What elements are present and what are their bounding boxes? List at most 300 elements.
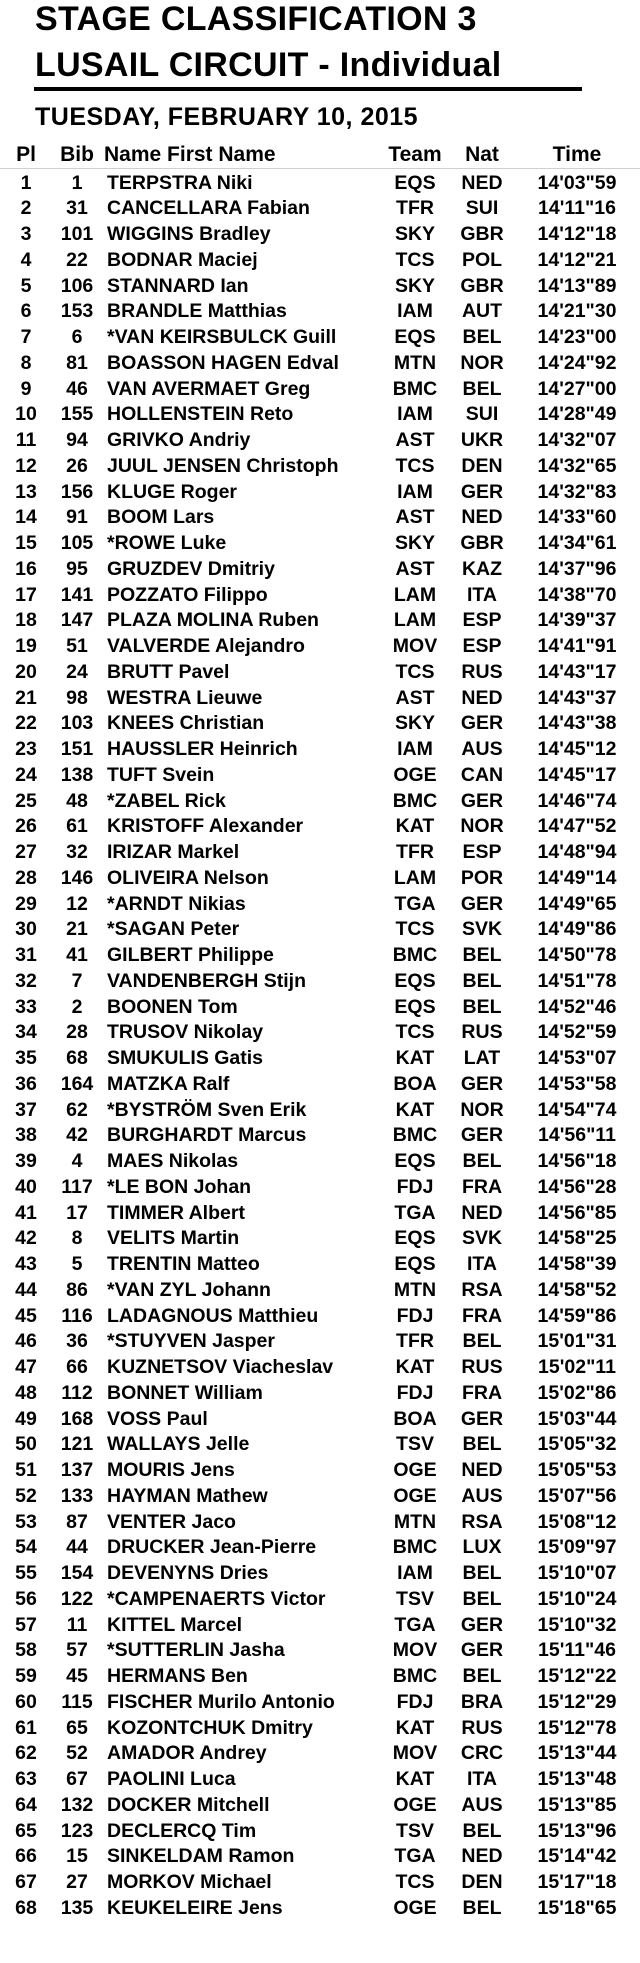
cell-team: TCS [383,248,447,274]
cell-nat: GER [460,1124,504,1147]
cell-team: EQS [383,969,447,995]
cell-nat: GER [460,892,504,915]
table-row [0,1046,640,1072]
cell-pl: 4 [20,248,32,271]
cell-team: MTN [383,1278,447,1304]
cell-bib: 52 [66,1742,88,1765]
cell-bib: 28 [66,1021,88,1044]
cell-time: 15'13"96 [537,1819,617,1842]
table-header [0,142,640,168]
table-row [0,1870,640,1896]
cell-team: KAT [383,1767,447,1793]
table-row [0,1201,640,1227]
cell-bib: 45 [66,1665,88,1687]
cell-pl: 19 [15,635,37,657]
cell-name: PLAZA MOLINA Ruben [107,608,412,634]
cell-time: 15'14"42 [537,1845,617,1868]
cell-team: OGE [383,763,447,789]
cell-pl: 60 [15,1690,37,1713]
cell-nat: POL [461,248,503,271]
table-row [0,1175,640,1201]
cell-pl: 31 [15,944,37,966]
cell-name: *ROWE Luke [107,531,412,557]
cell-team: IAM [383,299,447,325]
cell-name: MAES Nikolas [107,1149,412,1175]
cell-name: KEUKELEIRE Jens [107,1896,412,1922]
cell-name: MOURIS Jens [107,1458,412,1484]
cell-name: BURGHARDT Marcus [107,1123,412,1149]
cell-time: 14'12"18 [537,223,617,245]
cell-name: VENTER Jaco [107,1510,412,1536]
table-row [0,892,640,918]
table-row [0,1407,640,1433]
cell-time: 14'54"74 [537,1098,617,1121]
cell-bib: 44 [66,1536,88,1559]
table-row [0,1458,640,1484]
cell-bib: 51 [66,635,88,657]
cell-time: 15'10"32 [537,1613,617,1636]
column-header-name: Name First Name [104,143,276,166]
cell-nat: BEL [462,1587,502,1610]
cell-nat: NOR [460,815,504,838]
cell-bib: 154 [60,1562,94,1584]
cell-team: KAT [383,1355,447,1381]
cell-bib: 41 [66,944,88,966]
cell-name: VELITS Martin [107,1226,412,1252]
table-row [0,1561,640,1587]
page-title: STAGE CLASSIFICATION 3 [35,0,477,38]
table-row [0,299,640,325]
cell-bib: 6 [71,326,83,348]
cell-nat: BEL [462,944,502,966]
cell-bib: 22 [66,248,88,271]
cell-team: BMC [383,789,447,815]
cell-time: 14'56"18 [537,1150,617,1172]
cell-team: BMC [383,377,447,403]
cell-pl: 29 [15,892,37,915]
cell-nat: NED [461,1459,503,1481]
cell-time: 14'51"78 [537,969,617,992]
cell-name: *ARNDT Nikias [107,892,412,918]
cell-time: 14'21"30 [537,300,617,323]
cell-team: AST [383,557,447,583]
cell-team: LAM [383,608,447,634]
table-row [0,480,640,506]
cell-bib: 91 [66,506,88,529]
cell-pl: 3 [20,223,32,245]
table-row [0,1123,640,1149]
table-row [0,1819,640,1845]
cell-pl: 40 [15,1175,37,1198]
cell-team: EQS [383,171,447,197]
cell-bib: 151 [60,738,94,760]
cell-team: EQS [383,1226,447,1252]
cell-pl: 54 [15,1536,37,1559]
cell-bib: 123 [60,1819,94,1842]
cell-team: OGE [383,1793,447,1819]
cell-name: SINKELDAM Ramon [107,1844,412,1870]
cell-name: WIGGINS Bradley [107,222,412,248]
cell-pl: 11 [15,429,37,451]
table-row [0,1638,640,1664]
cell-pl: 26 [15,815,37,838]
cell-bib: 105 [60,532,94,554]
cell-time: 14'32"07 [537,429,617,451]
cell-pl: 12 [15,454,37,477]
cell-nat: SUI [465,197,499,220]
cell-bib: 67 [66,1768,88,1790]
cell-bib: 15 [66,1845,88,1868]
cell-nat: POR [460,866,504,889]
cell-team: MOV [383,1741,447,1767]
cell-time: 14'43"37 [537,686,617,709]
cell-nat: ESP [462,609,502,632]
cell-team: TFR [383,1329,447,1355]
cell-bib: 21 [66,918,88,941]
cell-team: IAM [383,402,447,428]
cell-nat: NED [461,1845,503,1868]
cell-bib: 11 [66,1613,88,1636]
cell-bib: 31 [66,197,88,220]
cell-team: SKY [383,274,447,300]
table-row [0,917,640,943]
cell-bib: 155 [60,403,94,426]
cell-name: MORKOV Michael [107,1870,412,1896]
cell-name: WESTRA Lieuwe [107,686,412,712]
cell-nat: GER [460,1072,504,1095]
cell-time: 14'58"25 [537,1227,617,1250]
cell-time: 14'52"59 [537,1021,617,1044]
cell-team: EQS [383,995,447,1021]
table-row [0,402,640,428]
cell-team: BMC [383,1535,447,1561]
cell-time: 15'10"24 [537,1587,617,1610]
cell-bib: 27 [66,1871,88,1893]
cell-team: AST [383,686,447,712]
cell-bib: 26 [66,454,88,477]
cell-bib: 94 [66,429,88,451]
cell-time: 15'12"78 [537,1716,617,1739]
cell-nat: AUS [461,1793,503,1816]
cell-nat: ITA [467,1768,497,1790]
cell-time: 14'49"65 [537,892,617,915]
cell-name: BONNET William [107,1381,412,1407]
cell-name: HERMANS Ben [107,1664,412,1690]
cell-time: 15'13"48 [537,1768,617,1790]
table-row [0,248,640,274]
cell-pl: 27 [15,841,37,863]
cell-bib: 12 [66,892,88,915]
cell-pl: 48 [15,1381,37,1404]
cell-pl: 9 [20,377,32,400]
cell-nat: BRA [460,1690,504,1713]
cell-team: LAM [383,866,447,892]
cell-pl: 65 [15,1819,37,1842]
cell-name: *LE BON Johan [107,1175,412,1201]
cell-pl: 22 [15,712,37,735]
cell-team: BMC [383,943,447,969]
cell-team: KAT [383,1098,447,1124]
cell-nat: LUX [462,1536,502,1559]
cell-pl: 56 [15,1587,37,1610]
cell-name: GRIVKO Andriy [107,428,412,454]
cell-time: 14'43"17 [537,660,617,683]
cell-time: 14'43"38 [537,712,617,735]
cell-pl: 45 [15,1304,37,1327]
cell-team: MTN [383,351,447,377]
cell-pl: 34 [15,1021,37,1044]
cell-pl: 67 [15,1871,37,1893]
cell-pl: 55 [15,1562,37,1584]
table-row [0,737,640,763]
cell-nat: AUS [461,1484,503,1507]
cell-name: DRUCKER Jean-Pierre [107,1535,412,1561]
cell-bib: 81 [66,351,88,374]
cell-name: *VAN ZYL Johann [107,1278,412,1304]
table-row [0,1741,640,1767]
cell-pl: 20 [15,660,37,683]
table-row [0,171,640,197]
cell-nat: BEL [462,377,502,400]
cell-nat: BEL [462,995,502,1018]
cell-time: 14'45"12 [537,738,617,760]
cell-pl: 58 [15,1639,37,1662]
cell-team: TGA [383,1201,447,1227]
cell-pl: 7 [20,326,32,348]
cell-time: 15'09"97 [537,1536,617,1559]
cell-team: FDJ [383,1304,447,1330]
cell-name: GRUZDEV Dmitriy [107,557,412,583]
cell-name: *STUYVEN Jasper [107,1329,412,1355]
table-row [0,351,640,377]
table-row [0,531,640,557]
table-row [0,557,640,583]
cell-bib: 121 [60,1433,94,1456]
cell-nat: GBR [460,532,504,554]
table-row [0,1355,640,1381]
cell-team: TSV [383,1819,447,1845]
cell-name: KOZONTCHUK Dmitry [107,1716,412,1742]
cell-team: TSV [383,1432,447,1458]
cell-time: 14'38"70 [537,583,617,606]
cell-nat: ESP [462,635,502,657]
cell-name: TERPSTRA Niki [107,171,412,197]
table-row [0,1896,640,1922]
cell-pl: 59 [15,1665,37,1687]
cell-bib: 101 [60,223,94,245]
cell-pl: 64 [15,1793,37,1816]
cell-name: VANDENBERGH Stijn [107,969,412,995]
cell-name: HOLLENSTEIN Reto [107,402,412,428]
table-row [0,583,640,609]
cell-nat: NOR [460,1098,504,1121]
cell-pl: 15 [15,532,37,554]
table-row [0,789,640,815]
cell-nat: BEL [462,1665,502,1687]
cell-team: AST [383,428,447,454]
cell-time: 15'01"31 [537,1330,617,1353]
cell-time: 15'02"11 [538,1356,616,1378]
table-row [0,1381,640,1407]
cell-name: *CAMPENAERTS Victor [107,1587,412,1613]
cell-bib: 17 [66,1201,88,1224]
table-row [0,608,640,634]
cell-time: 15'13"85 [537,1793,617,1816]
table-row [0,1252,640,1278]
cell-bib: 95 [66,557,88,580]
cell-name: VOSS Paul [107,1407,412,1433]
cell-time: 15'08"12 [537,1510,617,1533]
cell-nat: ESP [462,841,502,863]
cell-bib: 168 [60,1407,94,1430]
cell-team: TCS [383,660,447,686]
cell-name: POZZATO Filippo [107,583,412,609]
cell-name: BODNAR Maciej [107,248,412,274]
cell-time: 14'37"96 [537,557,617,580]
cell-bib: 8 [71,1227,83,1250]
cell-name: TRENTIN Matteo [107,1252,412,1278]
table-row [0,1304,640,1330]
cell-name: BRANDLE Matthias [107,299,412,325]
cell-bib: 48 [66,789,88,812]
cell-pl: 49 [15,1407,37,1430]
cell-team: TCS [383,1020,447,1046]
cell-bib: 115 [61,1690,93,1713]
table-row [0,428,640,454]
cell-team: EQS [383,1149,447,1175]
table-row [0,660,640,686]
cell-pl: 63 [15,1768,37,1790]
cell-time: 14'03"59 [537,171,617,194]
cell-name: HAUSSLER Heinrich [107,737,412,763]
cell-pl: 62 [15,1742,37,1765]
table-row [0,377,640,403]
cell-time: 14'52"46 [537,995,617,1018]
cell-nat: FRA [461,1175,503,1198]
cell-pl: 47 [15,1356,37,1378]
cell-team: SKY [383,222,447,248]
cell-nat: NED [461,171,503,194]
cell-pl: 57 [15,1613,37,1636]
table-row [0,840,640,866]
cell-nat: CAN [460,763,504,786]
cell-pl: 14 [15,506,37,529]
cell-team: MOV [383,634,447,660]
cell-time: 14'56"11 [538,1124,616,1147]
cell-name: STANNARD Ian [107,274,412,300]
cell-nat: NED [461,506,503,529]
cell-pl: 16 [15,557,37,580]
cell-team: OGE [383,1458,447,1484]
cell-nat: AUT [461,300,503,323]
cell-time: 14'34"61 [537,532,617,554]
cell-time: 14'56"28 [537,1175,617,1198]
cell-team: TSV [383,1587,447,1613]
cell-name: HAYMAN Mathew [107,1484,412,1510]
table-row [0,814,640,840]
cell-bib: 164 [60,1072,94,1095]
cell-name: BRUTT Pavel [107,660,412,686]
cell-time: 14'58"39 [537,1253,617,1275]
cell-name: KRISTOFF Alexander [107,814,412,840]
cell-time: 14'13"89 [537,274,617,297]
cell-pl: 13 [15,480,37,503]
cell-time: 15'05"53 [537,1459,617,1481]
cell-pl: 8 [20,351,32,374]
cell-name: WALLAYS Jelle [107,1432,412,1458]
cell-name: GILBERT Philippe [107,943,412,969]
cell-nat: RSA [461,1278,503,1301]
cell-nat: FRA [461,1304,503,1327]
table-row [0,505,640,531]
cell-bib: 122 [60,1587,94,1610]
cell-name: BOASSON HAGEN Edval [107,351,412,377]
cell-time: 15'18"65 [537,1896,617,1919]
table-row [0,1278,640,1304]
subtitle-underline [34,87,582,91]
cell-nat: CRC [460,1742,504,1765]
cell-nat: NOR [460,351,504,374]
cell-pl: 24 [15,763,37,786]
cell-name: IRIZAR Markel [107,840,412,866]
table-row [0,1664,640,1690]
cell-pl: 50 [15,1433,37,1456]
cell-time: 15'03"44 [537,1407,617,1430]
cell-name: VALVERDE Alejandro [107,634,412,660]
cell-time: 14'49"86 [537,918,617,941]
cell-nat: ITA [467,1253,497,1275]
cell-name: JUUL JENSEN Christoph [107,454,412,480]
cell-team: OGE [383,1896,447,1922]
cell-bib: 1 [71,171,83,194]
table-row [0,1329,640,1355]
cell-team: KAT [383,814,447,840]
cell-name: KUZNETSOV Viacheslav [107,1355,412,1381]
cell-name: *VAN KEIRSBULCK Guill [107,325,412,351]
cell-name: MATZKA Ralf [107,1072,412,1098]
cell-team: FDJ [383,1175,447,1201]
cell-pl: 32 [15,969,37,992]
table-row [0,1020,640,1046]
cell-pl: 61 [15,1716,37,1739]
cell-time: 14'58"52 [537,1278,617,1301]
cell-time: 14'11"16 [538,197,616,220]
cell-name: *SAGAN Peter [107,917,412,943]
cell-nat: RUS [461,660,503,683]
cell-bib: 137 [60,1459,94,1481]
cell-name: *SUTTERLIN Jasha [107,1638,412,1664]
cell-nat: BEL [462,1150,502,1172]
cell-time: 15'11"46 [538,1639,616,1662]
column-header-team: Team [388,143,442,166]
cell-team: TFR [383,840,447,866]
cell-nat: RSA [461,1510,503,1533]
cell-nat: FRA [461,1381,503,1404]
cell-time: 14'24"92 [537,351,617,374]
cell-name: VAN AVERMAET Greg [107,377,412,403]
cell-pl: 2 [20,197,32,220]
cell-team: TCS [383,917,447,943]
cell-bib: 65 [66,1716,88,1739]
cell-bib: 138 [60,763,94,786]
table-row [0,763,640,789]
cell-pl: 10 [15,403,37,426]
table-row [0,1072,640,1098]
table-row [0,274,640,300]
cell-pl: 51 [15,1459,37,1481]
cell-team: IAM [383,480,447,506]
cell-bib: 87 [66,1510,88,1533]
